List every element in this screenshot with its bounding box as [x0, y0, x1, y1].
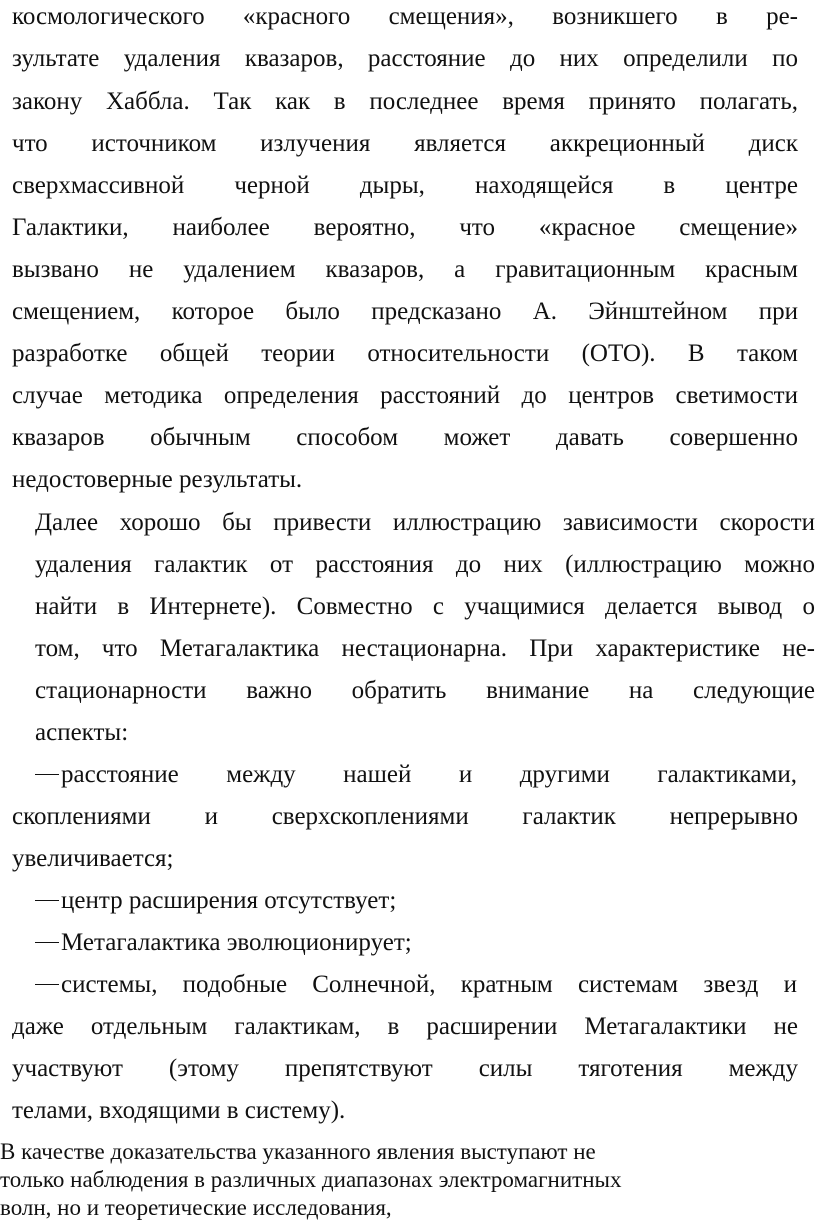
dash-icon	[35, 900, 59, 901]
text-line: зультате удаления квазаров, расстояние до них определили по	[12, 45, 798, 72]
text-line: аспекты:	[35, 719, 129, 746]
bullet-item-evolution	[35, 928, 412, 958]
dash-icon	[35, 942, 59, 943]
text-line: том, что Метагалактика нестационарна. При характеристике не-	[35, 635, 815, 662]
text-line: недостоверные результаты.	[12, 466, 303, 493]
text-line: найти в Интернете). Совместно с учащимися делается вывод о	[35, 593, 815, 620]
text-line: случае методика определения расстояний до центров светимости	[12, 382, 798, 409]
text-line: Галактики, наиболее вероятно, что «красное смещение»	[12, 214, 798, 241]
text-line: волн, но и теоретические исследования,	[0, 1195, 392, 1220]
bullet-item-center	[35, 886, 396, 916]
text-line: разработке общей теории относительности (ОТО). В таком	[12, 340, 798, 367]
text-line: сверхмассивной черной дыры, находящейся в центре	[12, 172, 798, 199]
text-line: что источником излучения является аккреционный диск	[12, 130, 798, 157]
text-line: космологического «красного смещения», возникшего в ре-	[12, 3, 798, 30]
text-line: В качестве доказательства указанного явления выступают не	[0, 1139, 596, 1164]
bullet-text: системы, подобные Солнечной, кратным системам звезд и	[61, 971, 797, 998]
text-line: вызвано не удалением квазаров, а гравитационным красным	[12, 256, 798, 283]
text-line: квазаров обычным способом может давать совершенно	[12, 424, 798, 451]
text-line: удаления галактик от расстояния до них (иллюстрацию можно	[35, 551, 815, 578]
text-line: стационарности важно обратить внимание на следующие	[35, 677, 815, 704]
text-line: скоплениями и сверхскоплениями галактик непрерывно	[12, 803, 798, 830]
bullet-text: Метагалактика эволюционирует;	[61, 929, 412, 956]
text-line: телами, входящими в систему).	[12, 1097, 346, 1124]
text-line: участвуют (этому препятствуют силы тяготения между	[12, 1055, 798, 1082]
text-line: смещением, которое было предсказано А. Эйнштейном при	[12, 298, 798, 325]
text-line	[35, 970, 797, 1000]
dash-icon	[35, 774, 59, 775]
text-line: только наблюдения в различных диапазонах электромагнитных	[0, 1167, 622, 1192]
dash-icon	[35, 984, 59, 985]
text-line	[35, 760, 797, 790]
text-line: Далее хорошо бы привести иллюстрацию зависимости скорости	[35, 509, 815, 536]
bullet-text: расстояние между нашей и другими галактиками,	[61, 761, 797, 788]
text-line: даже отдельным галактикам, в расширении Метагалактики не	[12, 1013, 798, 1040]
text-line: закону Хаббла. Так как в последнее время принято полагать,	[12, 88, 798, 115]
text-line: увеличивается;	[12, 845, 174, 872]
bullet-text: центр расширения отсутствует;	[61, 887, 397, 914]
